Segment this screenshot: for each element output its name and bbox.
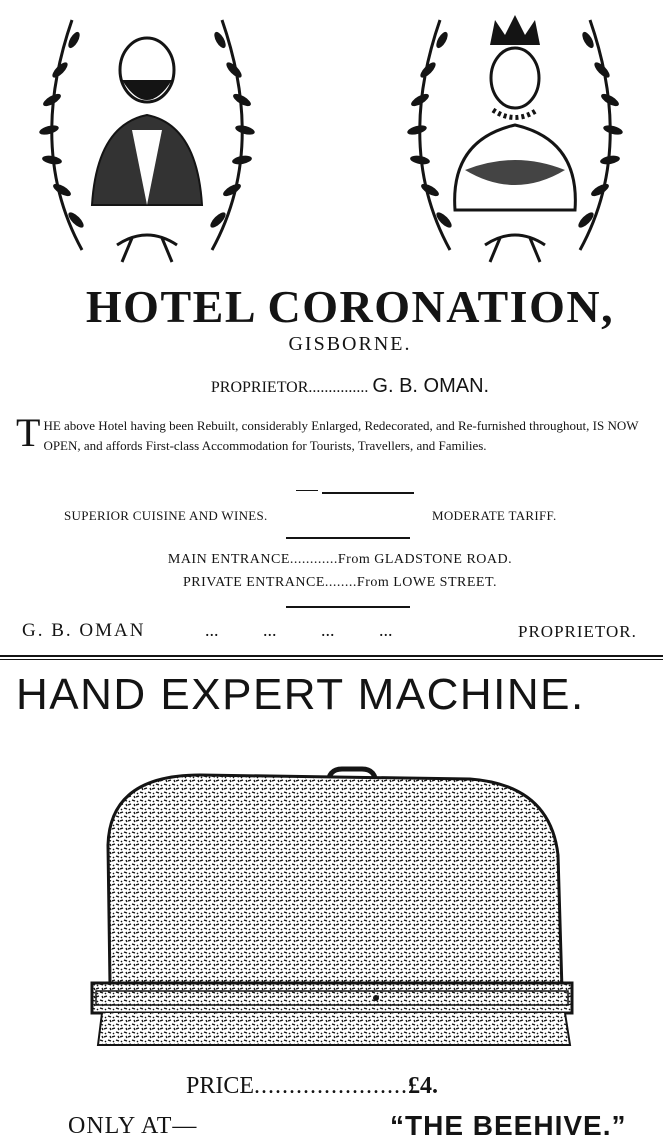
main-entrance-line: MAIN ENTRANCE............From GLADSTONE ROAD. bbox=[167, 552, 513, 567]
section-separator bbox=[0, 659, 663, 660]
proprietor-line bbox=[0, 375, 663, 398]
proprietor-name: G. B. OMAN. bbox=[372, 375, 490, 397]
hotel-description bbox=[16, 410, 663, 456]
tariff-note: MODERATE TARIFF. bbox=[432, 508, 557, 523]
cuisine-note: SUPERIOR CUISINE AND WINES. bbox=[64, 508, 268, 523]
hotel-town: GISBORNE. bbox=[288, 333, 412, 355]
only-at-label: ONLY AT— bbox=[68, 1113, 198, 1139]
divider bbox=[286, 606, 410, 608]
machine-heading: HAND EXPERT MACHINE. bbox=[16, 670, 585, 719]
signature-role: PROPRIETOR. bbox=[518, 622, 637, 641]
queen-portrait-illustration bbox=[390, 0, 640, 275]
divider bbox=[296, 490, 318, 491]
drop-cap: T bbox=[16, 410, 41, 455]
king-portrait-illustration bbox=[22, 0, 272, 275]
proprietor-leader: ............... bbox=[308, 379, 369, 396]
hotel-name-heading: HOTEL CORONATION, bbox=[85, 281, 615, 332]
sewing-machine-illustration bbox=[80, 755, 585, 1065]
signature-name: G. B. OMAN bbox=[22, 620, 146, 641]
signature-leader: ... ... ... ... bbox=[205, 620, 393, 640]
price-leader: ...................... bbox=[254, 1073, 409, 1099]
divider bbox=[322, 492, 414, 494]
proprietor-label: PROPRIETOR bbox=[210, 379, 309, 396]
hotel-description-text: HE above Hotel having been Rebuilt, considerably Enlarged, Redecorated, and Re-furnished throughout, IS NOW OPEN, and affords First-class Accommodation for Tourists, Travellers, and Families. bbox=[43, 418, 639, 453]
price-value: £4. bbox=[408, 1073, 439, 1099]
shop-name: “THE BEEHIVE.” bbox=[390, 1110, 627, 1141]
divider bbox=[286, 537, 410, 539]
price-label: PRICE bbox=[186, 1073, 255, 1099]
section-separator bbox=[0, 655, 663, 657]
price-line bbox=[186, 1073, 438, 1100]
private-entrance-line: PRIVATE ENTRANCE........From LOWE STREET. bbox=[183, 575, 497, 590]
